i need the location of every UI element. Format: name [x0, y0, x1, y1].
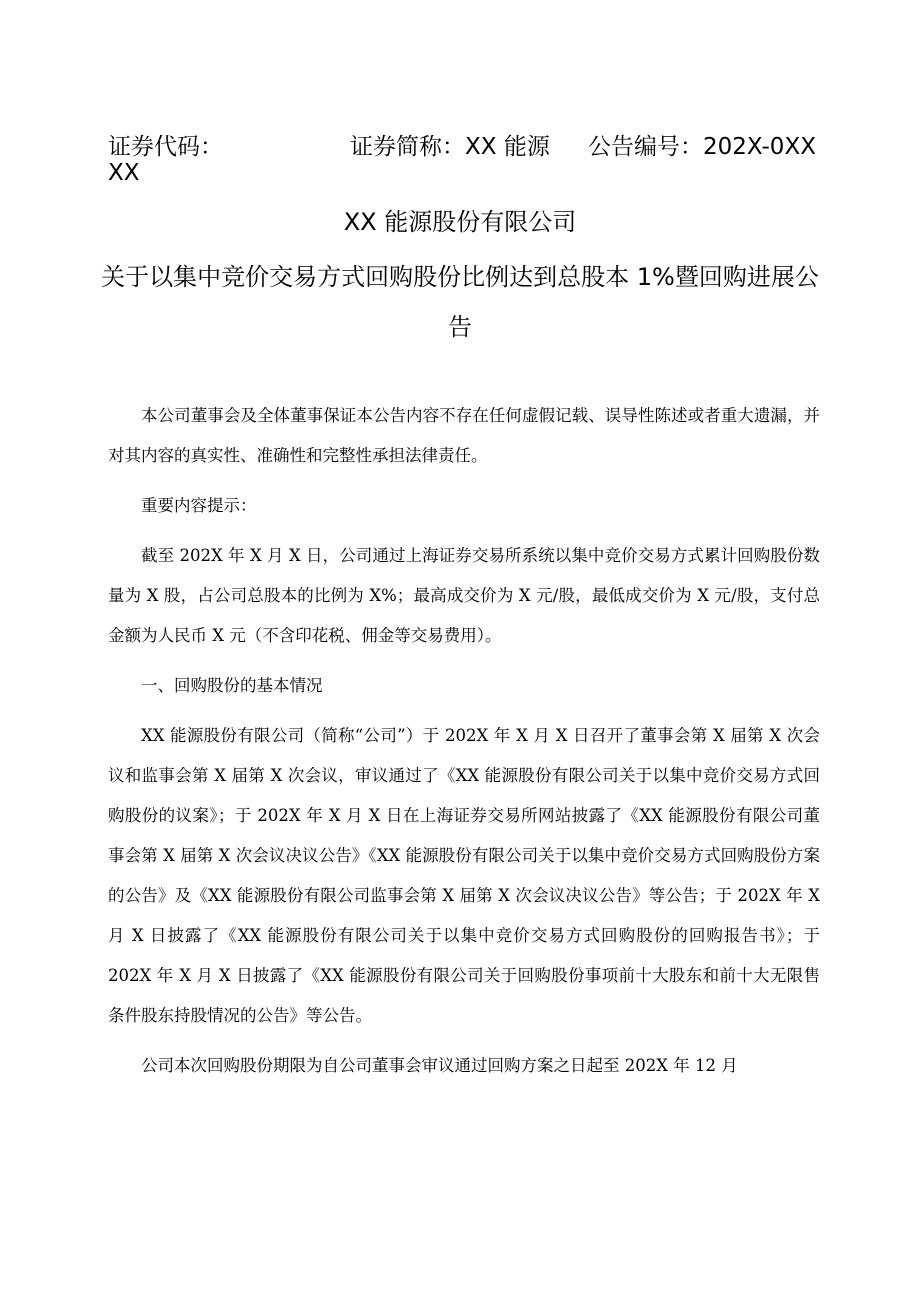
security-code-label: 证券代码： [108, 134, 223, 160]
announcement-number: 公告编号：202X-0XX [588, 134, 816, 160]
disclaimer-paragraph: 本公司董事会及全体董事保证本公告内容不存在任何虚假记载、误导性陈述或者重大遗漏，并对其内容的真实性、准确性和完整性承担法律责任。 [108, 406, 820, 465]
security-short-name: 证券简称：XX 能源 [350, 134, 550, 160]
document-title: 关于以集中竞价交易方式回购股份比例达到总股本 1%暨回购进展公告 [101, 263, 819, 341]
buyback-basics-paragraph: XX 能源股份有限公司（简称“公司”）于 202X 年 X 月 X 日召开了董事会第 X 届第 X 次会议和监事会第 X 届第 X 次会议，审议通过了《XX 能源股份有限公司关于以集中竞价交易方式回购股份的议案》；于 202X 年 X 月 X 日在上海证券交易所网站披露了《XX 能源股份有限公司董事会第 X 届第 X 次会议决议公告》《XX 能源股份有限公司关于以集中竞价交易方式回购股份方案的公告》及《XX 能源股份有限公司监事会第 X 届第 X 次会议决议公告》等公告；于 202X 年 X 月 X 日披露了《XX 能源股份有限公司关于以集中竞价交易方式回购股份的回购报告书》；于 202X 年 X 月 X 日披露了《XX 能源股份有限公司关于回购股份事项前十大股东和前十大无限售条件股东持股情况的公告》等公告。 [108, 726, 820, 1025]
key-points-heading: 重要内容提示： [141, 496, 257, 515]
key-points-paragraph: 截至 202X 年 X 月 X 日，公司通过上海证券交易所系统以集中竞价交易方式累计回购股份数量为 X 股，占公司总股本的比例为 X%；最高成交价为 X 元/股，最低成交价为 X 元/股，支付总金额为人民币 X 元（不含印花税、佣金等交易费用）。 [108, 546, 820, 645]
section-one-heading: 一、回购股份的基本情况 [141, 676, 323, 695]
announcement-number-wrap: XX [108, 160, 140, 186]
company-title: XX 能源股份有限公司 [343, 208, 577, 236]
buyback-period-paragraph: 公司本次回购股份期限为自公司董事会审议通过回购方案之日起至 202X 年 12 月 [141, 1056, 738, 1075]
document-body [108, 396, 820, 1096]
